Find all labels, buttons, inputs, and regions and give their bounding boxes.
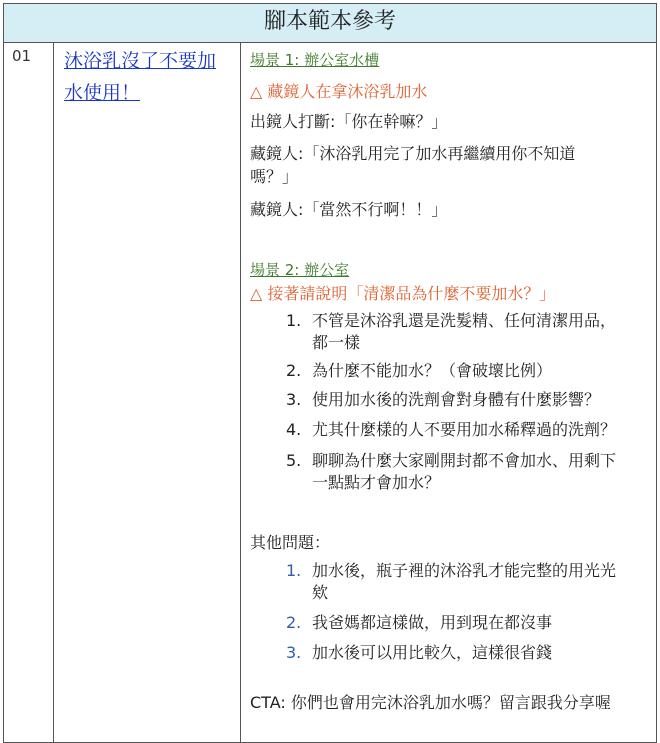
scene1-action: △ 藏鏡人在拿沐浴乳加水 <box>250 82 428 101</box>
topic-line[interactable]: 沐浴乳沒了不要加 <box>64 50 217 72</box>
list-text: 尤其什麼樣的人不要用加水稀釋過的洗劑？ <box>312 420 617 439</box>
dialog-line: 藏鏡人:「沐浴乳用完了加水再繼續用你不知道 <box>250 144 576 163</box>
list-number: 3. <box>286 390 302 409</box>
dialog-line: 嗎？」 <box>250 167 299 186</box>
list-text: 不管是沐浴乳還是洗髮精、任何清潔用品， <box>312 311 617 330</box>
list-number: 1. <box>286 561 302 580</box>
topic-link[interactable] <box>64 45 234 109</box>
list-number: 4. <box>286 420 302 439</box>
list-text: 使用加水後的洗劑會對身體有什麼影響？ <box>312 390 601 409</box>
list-text: 加水後可以用比較久，這樣很省錢 <box>312 643 553 662</box>
list-number: 1. <box>286 311 302 330</box>
list-number: 2. <box>286 613 302 632</box>
dialog-line: 藏鏡人:「當然不行啊！！」 <box>250 200 448 219</box>
scene2-action: △ 接著請說明「清潔品為什麼不要加水？」 <box>250 284 556 303</box>
list-text: 一點點才會加水？ <box>312 473 441 492</box>
list-number: 5. <box>286 451 302 470</box>
list-text: 我爸媽都這樣做，用到現在都沒事 <box>312 613 553 632</box>
other-questions-title: 其他問題： <box>250 533 331 552</box>
column-divider <box>240 42 241 742</box>
table-title: 腳本範本參考 <box>4 4 656 43</box>
topic-line[interactable]: 水使用！ <box>64 82 141 104</box>
column-divider <box>53 42 54 742</box>
list-text: 都一樣 <box>312 333 361 352</box>
list-number: 2. <box>286 361 302 380</box>
scene1-title: 場景 1: 辦公室水槽 <box>250 51 380 69</box>
list-text: 聊聊為什麼大家剛開封都不會加水、用剩下 <box>312 451 617 470</box>
row-number: 01 <box>12 47 32 65</box>
list-text: 加水後，瓶子裡的沐浴乳才能完整的用光光 <box>312 561 617 580</box>
cta-text: CTA: 你們也會用完沐浴乳加水嗎？留言跟我分享喔 <box>250 693 611 712</box>
scene2-title: 場景 2: 辦公室 <box>250 261 350 279</box>
list-number: 3. <box>286 643 302 662</box>
script-table <box>3 3 657 743</box>
list-text: 為什麼不能加水？（會破壞比例） <box>312 361 553 380</box>
dialog-line: 出鏡人打斷:「你在幹嘛？」 <box>250 112 448 131</box>
list-text: 欸 <box>312 583 329 602</box>
